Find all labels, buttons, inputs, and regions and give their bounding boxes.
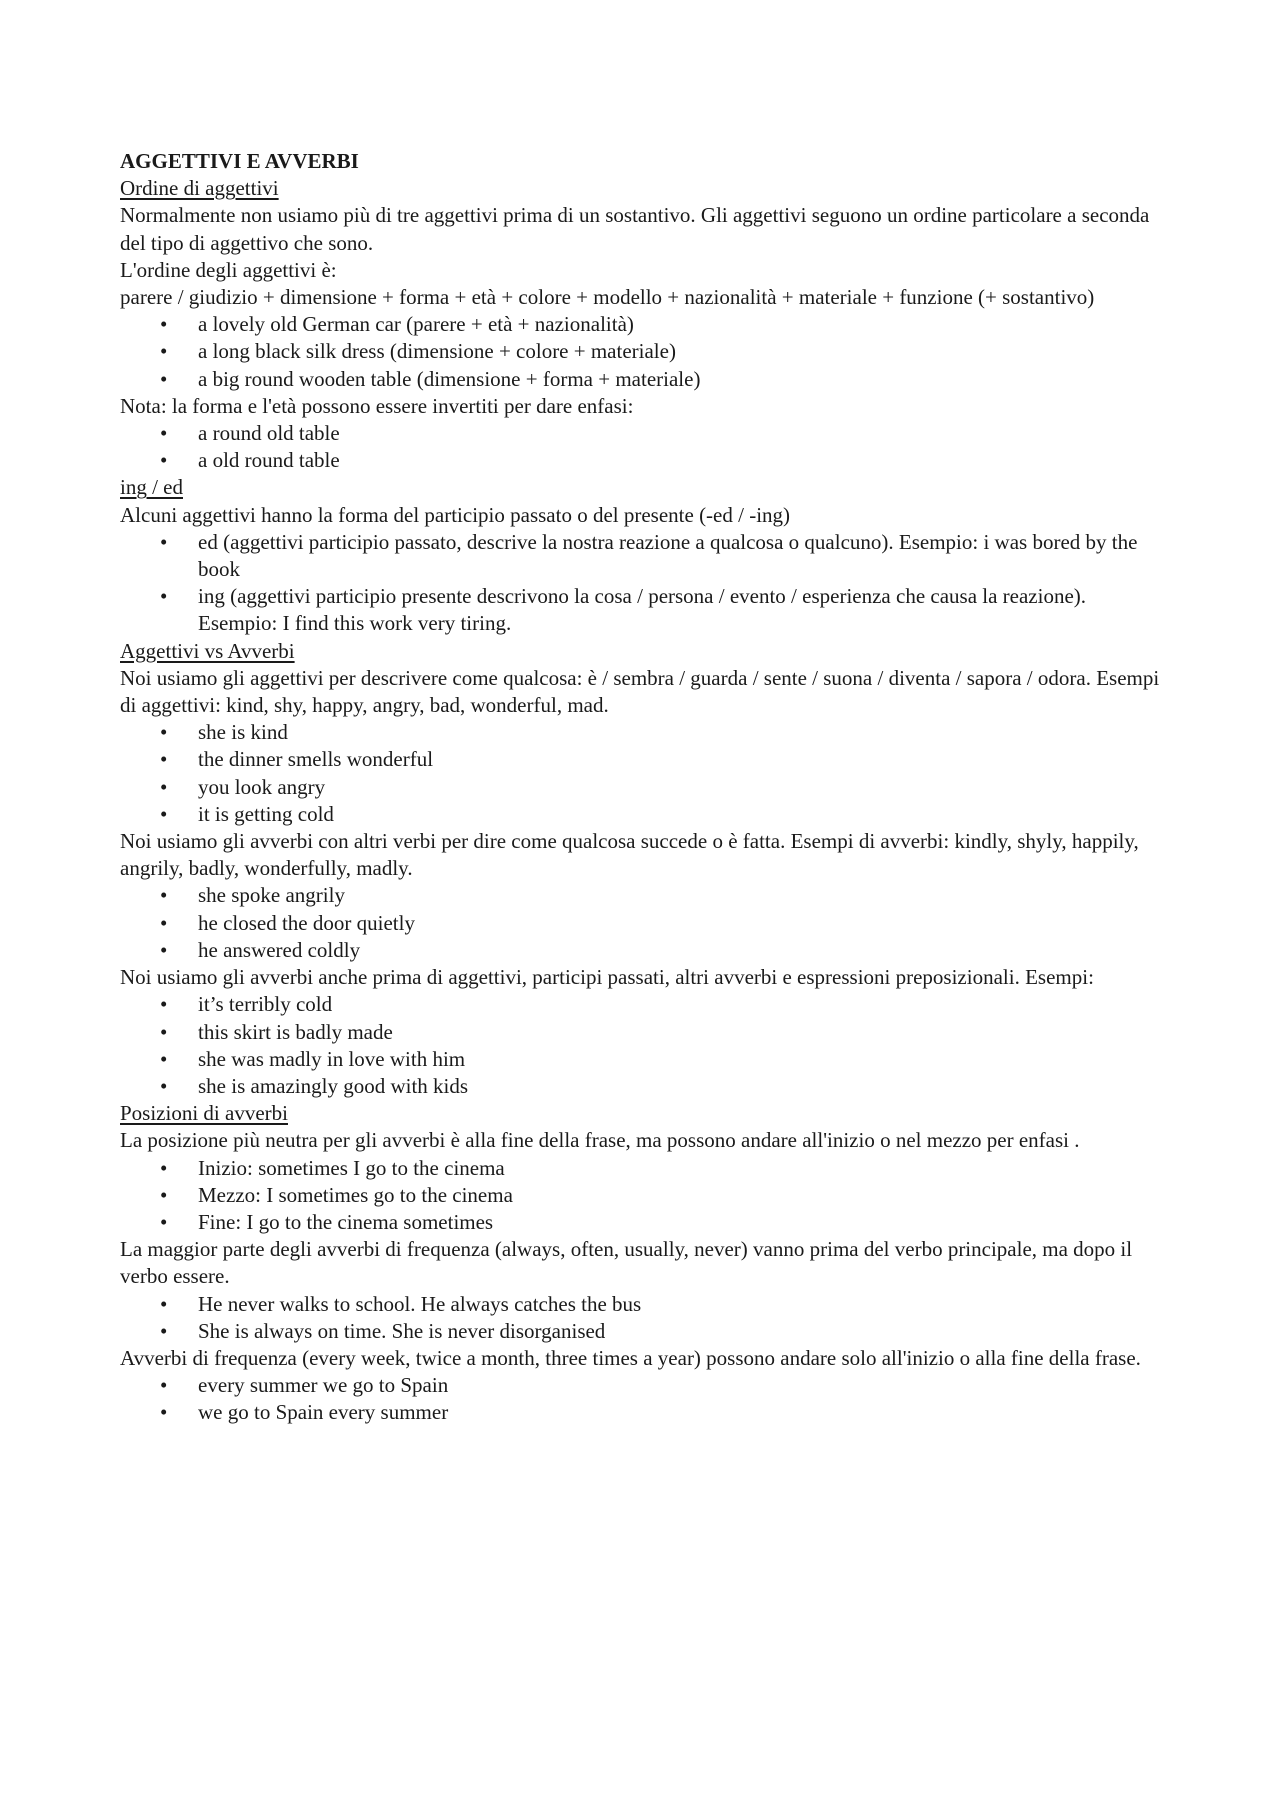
bullet-list — [120, 529, 1170, 638]
section-heading-ing-ed: ing / ed — [120, 475, 183, 500]
list-item: • he closed the door quietly — [120, 910, 1170, 937]
note-paragraph: Nota: la forma e l'età possono essere invertiti per dare enfasi: — [120, 393, 634, 418]
list-item: • She is always on time. She is never disorganised — [120, 1318, 1170, 1345]
bullet-list — [120, 420, 1170, 474]
bullet-list — [120, 1372, 1170, 1426]
paragraph: L'ordine degli aggettivi è: — [120, 257, 337, 282]
list-item: • a round old table — [120, 420, 1170, 447]
paragraph: La posizione più neutra per gli avverbi è alla fine della frase, ma possono andare all'inizio o nel mezzo per enfasi . — [120, 1128, 1080, 1153]
paragraph: Alcuni aggettivi hanno la forma del participio passato o del presente (-ed / -ing) — [120, 502, 791, 527]
bullet-list — [120, 311, 1170, 393]
page-title: AGGETTIVI E AVVERBI — [120, 149, 359, 173]
list-item: • a old round table — [120, 447, 1170, 474]
list-item: • he answered coldly — [120, 937, 1170, 964]
list-item: • she spoke angrily — [120, 882, 1170, 909]
list-item: • the dinner smells wonderful — [120, 746, 1170, 773]
section-heading-aggettivi-vs-avverbi: Aggettivi vs Avverbi — [120, 638, 295, 663]
bullet-list — [120, 719, 1170, 828]
list-item: • a long black silk dress (dimensione + colore + materiale) — [120, 338, 1170, 365]
list-item: • Fine: I go to the cinema sometimes — [120, 1209, 1170, 1236]
list-item: • He never walks to school. He always catches the bus — [120, 1291, 1170, 1318]
section-heading-ordine: Ordine di aggettivi — [120, 176, 279, 201]
list-item: • ed (aggettivi participio passato, descrive la nostra reazione a qualcosa o qualcuno). Esempio: i was bored by the book — [120, 529, 1170, 583]
paragraph: La maggior parte degli avverbi di frequenza (always, often, usually, never) vanno prima del verbo principale, ma dopo il verbo essere. — [120, 1237, 1133, 1289]
paragraph: parere / giudizio + dimensione + forma + età + colore + modello + nazionalità + materiale + funzione (+ sostantivo) — [120, 285, 1095, 310]
bullet-list — [120, 882, 1170, 964]
paragraph: Noi usiamo gli aggettivi per descrivere come qualcosa: è / sembra / guarda / sente / suona / diventa / sapora / odora. Esempi di aggettivi: kind, shy, happy, angry, bad, wonderful, mad. — [120, 665, 1160, 718]
list-item: • this skirt is badly made — [120, 1019, 1170, 1046]
list-item: • Inizio: sometimes I go to the cinema — [120, 1155, 1170, 1182]
list-item: • she is amazingly good with kids — [120, 1073, 1170, 1100]
paragraph: Noi usiamo gli avverbi con altri verbi per dire come qualcosa succede o è fatta. Esempi di avverbi: kindly, shyly, happily, angrily, badly, wonderfully, madly. — [120, 829, 1139, 881]
list-item: • we go to Spain every summer — [120, 1399, 1170, 1426]
paragraph: Avverbi di frequenza (every week, twice a month, three times a year) possono andare solo all'inizio o alla fine della frase. — [120, 1345, 1141, 1370]
paragraph: Noi usiamo gli avverbi anche prima di aggettivi, participi passati, altri avverbi e espressioni preposizionali. Esempi: — [120, 965, 1094, 990]
list-item: • Mezzo: I sometimes go to the cinema — [120, 1182, 1170, 1209]
list-item: • every summer we go to Spain — [120, 1372, 1170, 1399]
paragraph: Normalmente non usiamo più di tre aggettivi prima di un sostantivo. Gli aggettivi seguono un ordine particolare a seconda del tipo di aggettivo che sono. — [120, 203, 1150, 255]
section-heading-posizioni: Posizioni di avverbi — [120, 1101, 288, 1126]
list-item: • a lovely old German car (parere + età + nazionalità) — [120, 311, 1170, 338]
list-item: • you look angry — [120, 774, 1170, 801]
list-item: • ing (aggettivi participio presente descrivono la cosa / persona / evento / esperienza che causa la reazione). Esempio: I find this work very tiring. — [120, 583, 1170, 637]
bullet-list — [120, 1155, 1170, 1237]
bullet-list — [120, 991, 1170, 1100]
list-item: • it is getting cold — [120, 801, 1170, 828]
list-item: • a big round wooden table (dimensione + forma + materiale) — [120, 366, 1170, 393]
list-item: • it’s terribly cold — [120, 991, 1170, 1018]
bullet-list — [120, 1291, 1170, 1345]
document-page — [120, 148, 1170, 1427]
list-item: • she was madly in love with him — [120, 1046, 1170, 1073]
list-item: • she is kind — [120, 719, 1170, 746]
